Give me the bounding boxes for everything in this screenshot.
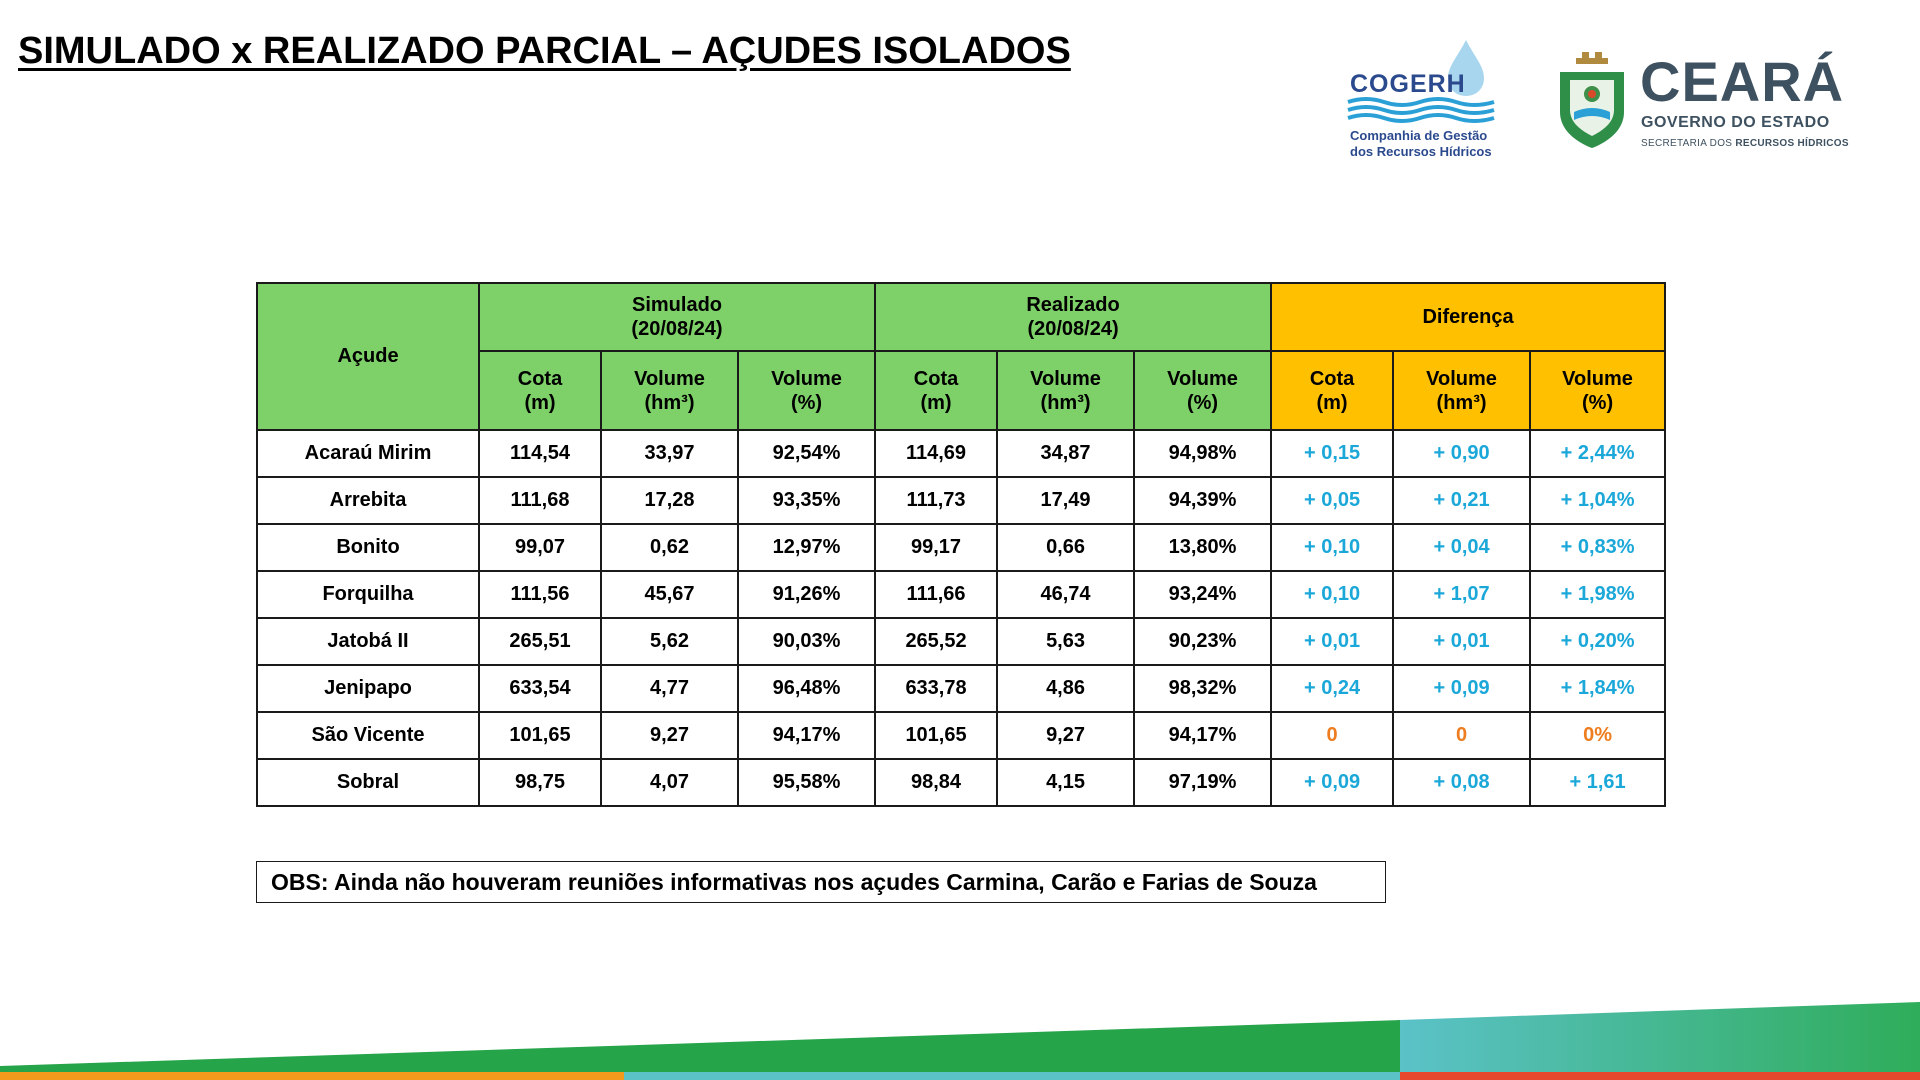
cogerh-wordmark: COGERH (1350, 70, 1466, 98)
realizado-volume-hm3-header: Volume (hm³) (997, 351, 1134, 430)
simulado-cota-header: Cota (m) (479, 351, 601, 430)
realizado-volume-hm3-cell: 46,74 (997, 571, 1134, 618)
diferenca-volume-pct-cell: + 2,44% (1530, 430, 1665, 477)
realizado-cota-cell: 633,78 (875, 665, 997, 712)
acude-name-cell: Sobral (257, 759, 479, 806)
simulado-volume-pct-cell: 92,54% (738, 430, 875, 477)
acudes-table (256, 282, 1666, 807)
diferenca-cota-cell: + 0,10 (1271, 524, 1393, 571)
simulado-volume-pct-cell: 95,58% (738, 759, 875, 806)
realizado-volume-hm3-cell: 5,63 (997, 618, 1134, 665)
cogerh-logo (1346, 38, 1496, 158)
realizado-volume-hm3-cell: 34,87 (997, 430, 1134, 477)
simulado-cota-cell: 111,68 (479, 477, 601, 524)
simulado-volume-pct-cell: 93,35% (738, 477, 875, 524)
diferenca-cota-cell: 0 (1271, 712, 1393, 759)
diferenca-volume-pct-cell: + 0,83% (1530, 524, 1665, 571)
cogerh-subtitle: Companhia de Gestão dos Recursos Hídricos (1350, 128, 1492, 159)
realizado-cota-cell: 111,66 (875, 571, 997, 618)
diferenca-volume-pct-cell: 0% (1530, 712, 1665, 759)
simulado-cota-cell: 101,65 (479, 712, 601, 759)
secretaria-label: SECRETARIA DOS RECURSOS HÍDRICOS (1641, 138, 1849, 149)
diferenca-volume-pct-header: Volume (%) (1530, 351, 1665, 430)
simulado-cota-cell: 114,54 (479, 430, 601, 477)
realizado-volume-pct-cell: 94,17% (1134, 712, 1271, 759)
diferenca-cota-cell: + 0,09 (1271, 759, 1393, 806)
acude-name-cell: Forquilha (257, 571, 479, 618)
simulado-volume-hm3-cell: 0,62 (601, 524, 738, 571)
realizado-volume-pct-cell: 90,23% (1134, 618, 1271, 665)
diferenca-cota-header: Cota (m) (1271, 351, 1393, 430)
simulado-volume-hm3-cell: 33,97 (601, 430, 738, 477)
diferenca-cota-cell: + 0,01 (1271, 618, 1393, 665)
simulado-volume-hm3-cell: 17,28 (601, 477, 738, 524)
simulado-volume-hm3-cell: 45,67 (601, 571, 738, 618)
simulado-volume-pct-cell: 90,03% (738, 618, 875, 665)
diferenca-volume-pct-cell: + 0,20% (1530, 618, 1665, 665)
realizado-cota-header: Cota (m) (875, 351, 997, 430)
simulado-cota-cell: 99,07 (479, 524, 601, 571)
simulado-volume-hm3-header: Volume (hm³) (601, 351, 738, 430)
acude-name-cell: Jenipapo (257, 665, 479, 712)
simulado-volume-pct-cell: 96,48% (738, 665, 875, 712)
acude-name-cell: Acaraú Mirim (257, 430, 479, 477)
simulado-volume-pct-cell: 94,17% (738, 712, 875, 759)
acude-name-cell: Jatobá II (257, 618, 479, 665)
realizado-volume-hm3-cell: 0,66 (997, 524, 1134, 571)
realizado-volume-hm3-cell: 4,15 (997, 759, 1134, 806)
realizado-volume-hm3-cell: 4,86 (997, 665, 1134, 712)
diferenca-volume-hm3-cell: + 0,21 (1393, 477, 1530, 524)
realizado-volume-pct-cell: 13,80% (1134, 524, 1271, 571)
acude-name-cell: Bonito (257, 524, 479, 571)
diferenca-volume-hm3-cell: + 0,09 (1393, 665, 1530, 712)
acude-name-cell: São Vicente (257, 712, 479, 759)
obs-note: OBS: Ainda não houveram reuniões informativas nos açudes Carmina, Carão e Farias de Souza (256, 861, 1386, 903)
simulado-volume-hm3-cell: 9,27 (601, 712, 738, 759)
simulado-header: Simulado (20/08/24) (479, 283, 875, 351)
diferenca-cota-cell: + 0,24 (1271, 665, 1393, 712)
diferenca-volume-hm3-cell: + 0,04 (1393, 524, 1530, 571)
table-row (257, 618, 1665, 665)
realizado-header: Realizado (20/08/24) (875, 283, 1271, 351)
realizado-volume-pct-cell: 97,19% (1134, 759, 1271, 806)
table-row (257, 571, 1665, 618)
diferenca-volume-pct-cell: + 1,98% (1530, 571, 1665, 618)
table-row (257, 712, 1665, 759)
diferenca-volume-hm3-cell: + 0,01 (1393, 618, 1530, 665)
diferenca-volume-hm3-cell: 0 (1393, 712, 1530, 759)
diferenca-volume-hm3-cell: + 0,90 (1393, 430, 1530, 477)
diferenca-cota-cell: + 0,10 (1271, 571, 1393, 618)
ceara-government-logo (1552, 50, 1852, 150)
realizado-cota-cell: 111,73 (875, 477, 997, 524)
diferenca-header: Diferença (1271, 283, 1665, 351)
diferenca-volume-hm3-header: Volume (hm³) (1393, 351, 1530, 430)
diferenca-volume-pct-cell: + 1,61 (1530, 759, 1665, 806)
realizado-volume-hm3-cell: 17,49 (997, 477, 1134, 524)
slide-title: SIMULADO x REALIZADO PARCIAL – AÇUDES ISOLADOS (18, 30, 1071, 72)
simulado-volume-pct-header: Volume (%) (738, 351, 875, 430)
simulado-volume-hm3-cell: 4,77 (601, 665, 738, 712)
table-header-group-row (257, 283, 1665, 351)
governo-label: GOVERNO DO ESTADO (1641, 114, 1830, 131)
simulado-cota-cell: 98,75 (479, 759, 601, 806)
acude-name-cell: Arrebita (257, 477, 479, 524)
realizado-volume-pct-header: Volume (%) (1134, 351, 1271, 430)
simulado-cota-cell: 111,56 (479, 571, 601, 618)
realizado-volume-hm3-cell: 9,27 (997, 712, 1134, 759)
diferenca-volume-pct-cell: + 1,84% (1530, 665, 1665, 712)
footer-decoration (0, 990, 1920, 1080)
realizado-cota-cell: 101,65 (875, 712, 997, 759)
diferenca-cota-cell: + 0,15 (1271, 430, 1393, 477)
realizado-cota-cell: 265,52 (875, 618, 997, 665)
realizado-volume-pct-cell: 93,24% (1134, 571, 1271, 618)
ceara-wordmark: CEARÁ (1640, 50, 1845, 113)
coat-of-arms-icon (1552, 50, 1632, 150)
realizado-cota-cell: 98,84 (875, 759, 997, 806)
table-row (257, 430, 1665, 477)
simulado-volume-hm3-cell: 5,62 (601, 618, 738, 665)
diferenca-volume-pct-cell: + 1,04% (1530, 477, 1665, 524)
realizado-cota-cell: 99,17 (875, 524, 997, 571)
realizado-volume-pct-cell: 98,32% (1134, 665, 1271, 712)
realizado-volume-pct-cell: 94,39% (1134, 477, 1271, 524)
realizado-volume-pct-cell: 94,98% (1134, 430, 1271, 477)
diferenca-cota-cell: + 0,05 (1271, 477, 1393, 524)
table-row (257, 524, 1665, 571)
simulado-volume-pct-cell: 91,26% (738, 571, 875, 618)
simulado-cota-cell: 633,54 (479, 665, 601, 712)
realizado-cota-cell: 114,69 (875, 430, 997, 477)
table-row (257, 477, 1665, 524)
table-row (257, 665, 1665, 712)
table-row (257, 759, 1665, 806)
acude-header: Açude (257, 283, 479, 430)
simulado-cota-cell: 265,51 (479, 618, 601, 665)
diferenca-volume-hm3-cell: + 0,08 (1393, 759, 1530, 806)
simulado-volume-hm3-cell: 4,07 (601, 759, 738, 806)
diferenca-volume-hm3-cell: + 1,07 (1393, 571, 1530, 618)
simulado-volume-pct-cell: 12,97% (738, 524, 875, 571)
table-body (257, 430, 1665, 806)
